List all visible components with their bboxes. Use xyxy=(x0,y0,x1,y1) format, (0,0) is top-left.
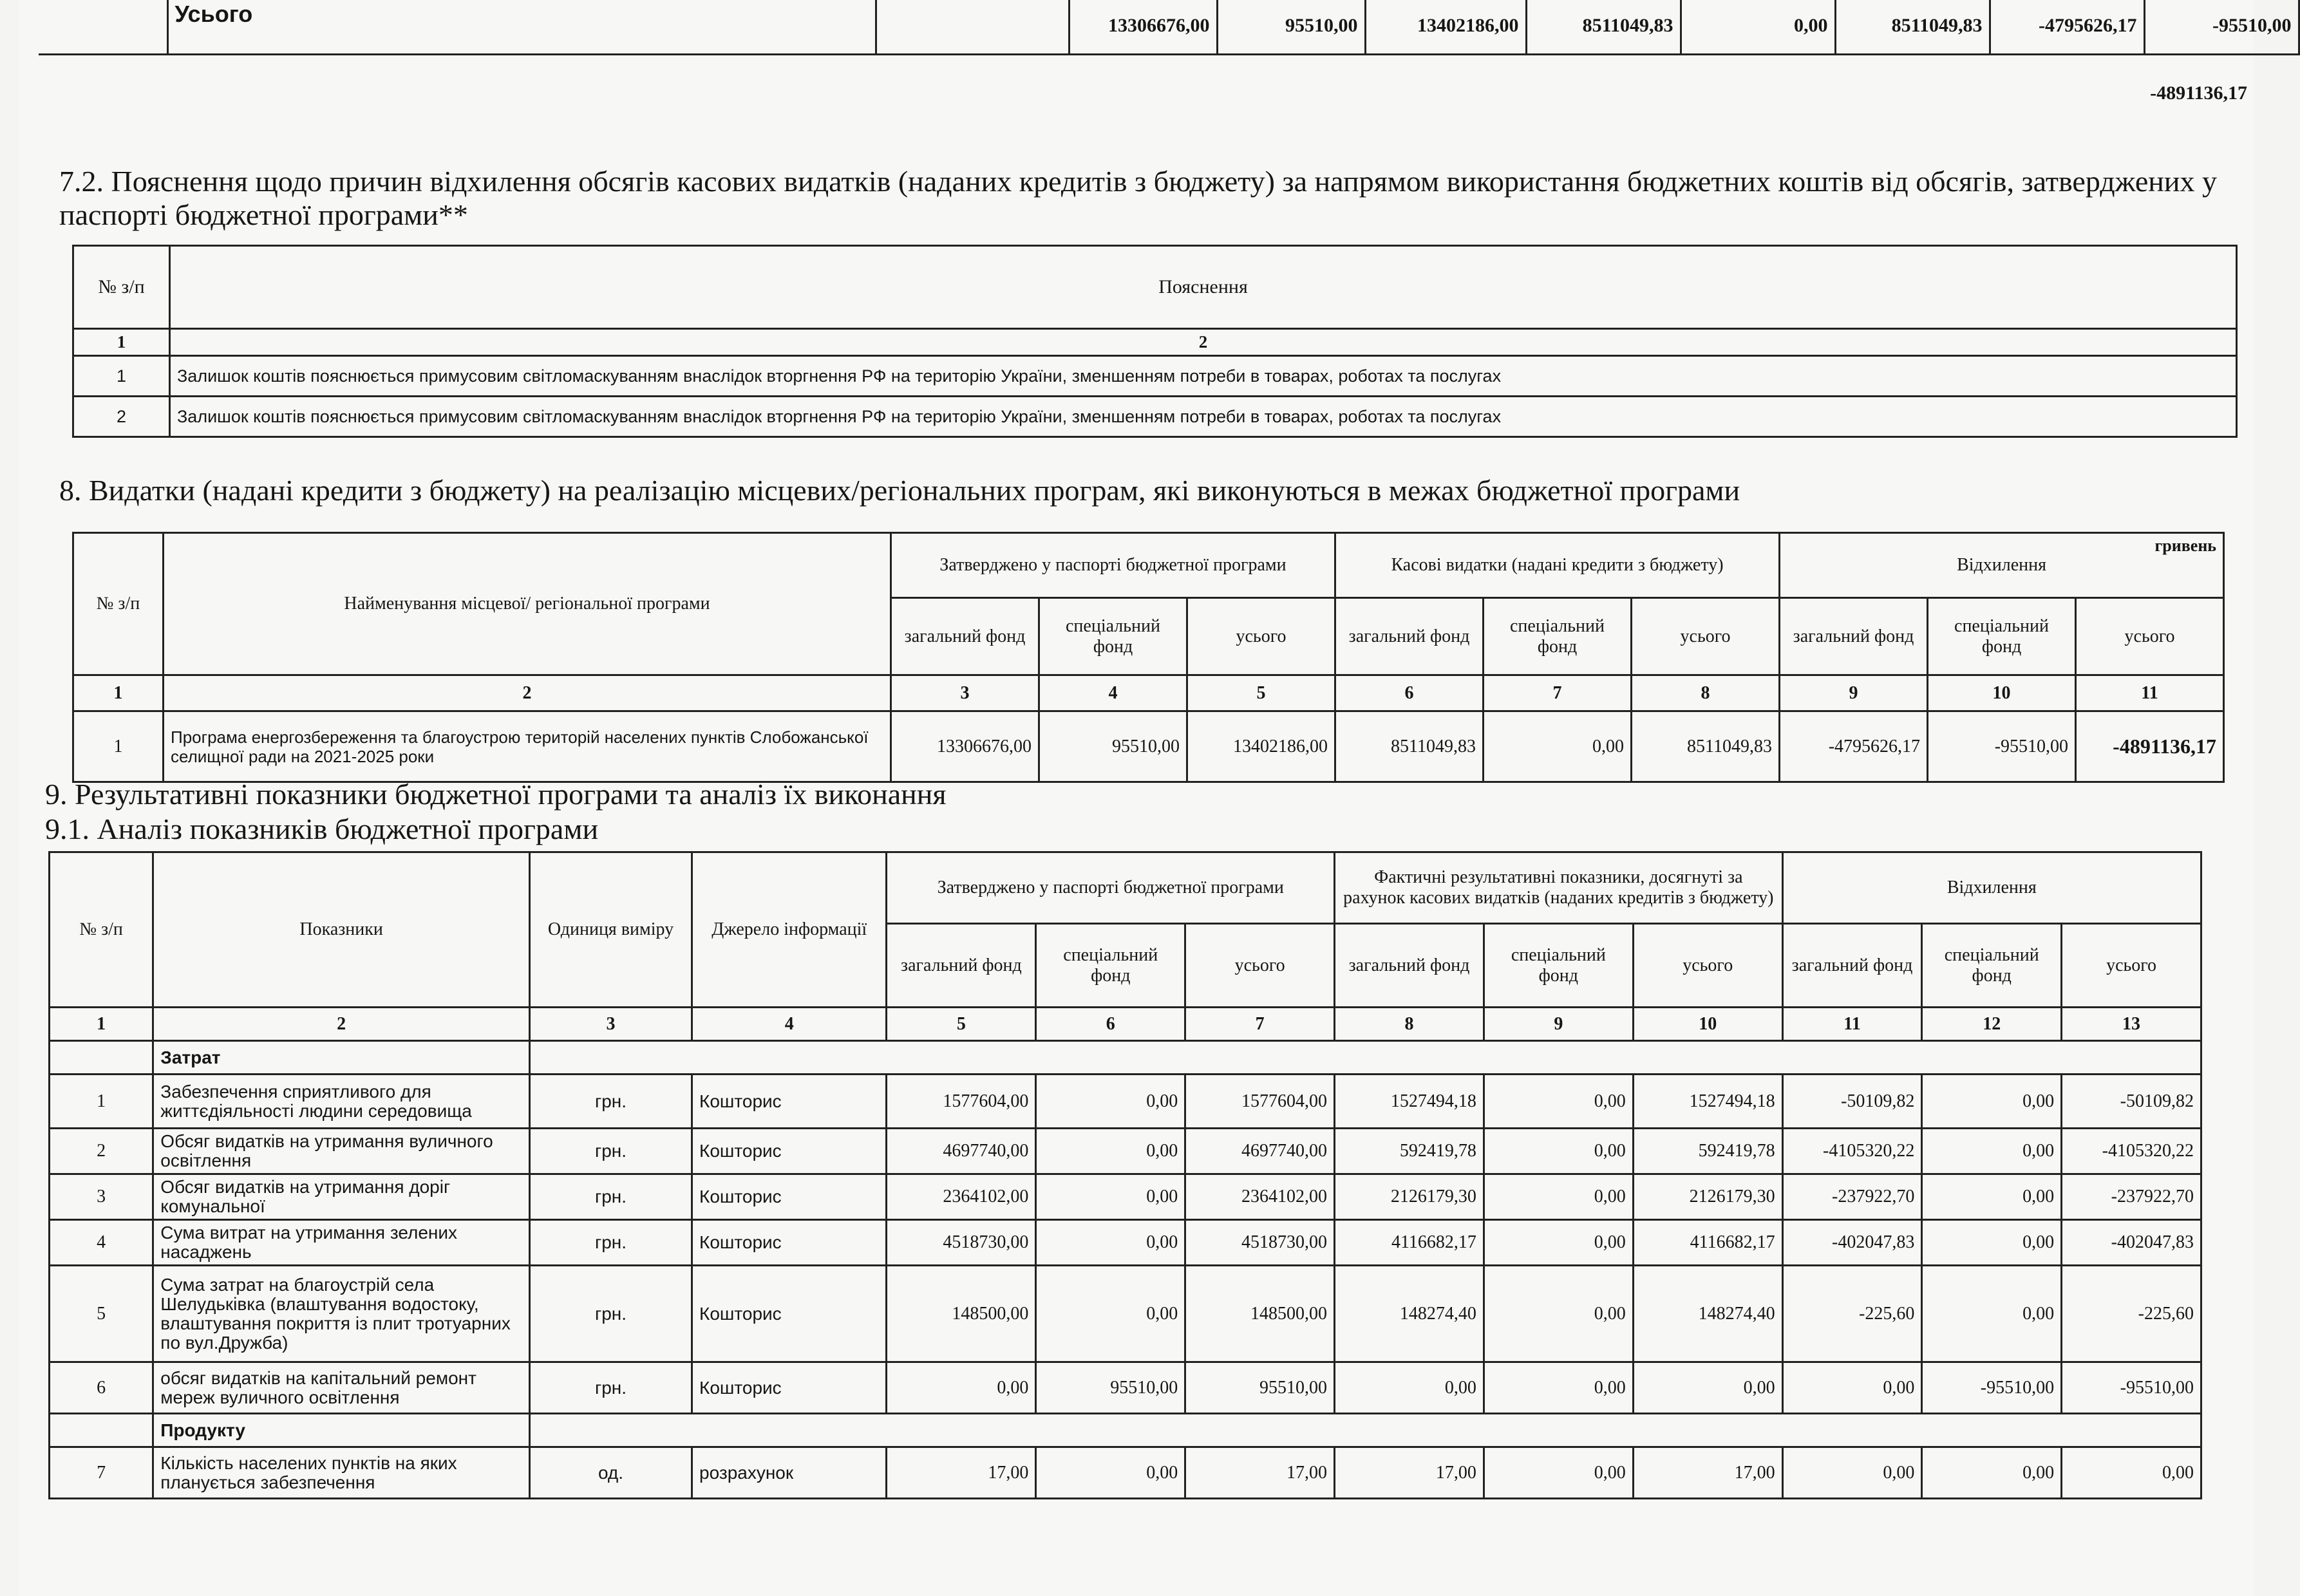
sub-header: усього xyxy=(2076,598,2224,675)
indicator-name: Сума затрат на благоустрій села Шелудьківка (влаштування водостоку, влаштування покриття із плит тротуарних по вул.Дружба) xyxy=(153,1266,530,1362)
row-number: 1 xyxy=(73,356,170,397)
value-cell: 0,00 xyxy=(1922,1129,2062,1174)
value-cell: -95510,00 xyxy=(1928,711,2076,782)
value-cell: 4116682,17 xyxy=(1633,1220,1782,1266)
indicator-row xyxy=(50,1447,2201,1499)
value-cell: -402047,83 xyxy=(1782,1220,1922,1266)
value-cell: 95510,00 xyxy=(1185,1362,1335,1414)
value-cell: 4518730,00 xyxy=(887,1220,1036,1266)
value-cell: 8511049,83 xyxy=(1632,711,1780,782)
value-cell: 0,00 xyxy=(1633,1362,1782,1414)
value-cell: 2126179,30 xyxy=(1335,1174,1484,1220)
col-header-explanation: Пояснення xyxy=(170,246,2237,329)
value-cell: 0,00 xyxy=(1922,1075,2062,1129)
value-cell: 0,00 xyxy=(1036,1075,1185,1129)
sub-header: усього xyxy=(1632,598,1780,675)
group-header-cash: Касові видатки (надані кредити з бюджету) xyxy=(1335,533,1780,598)
value-cell: 1527494,18 xyxy=(1633,1075,1782,1129)
row-number: 1 xyxy=(50,1075,153,1129)
sub-header: спеціальний фонд xyxy=(1036,924,1185,1008)
value-cell: -4105320,22 xyxy=(1782,1129,1922,1174)
empty-cell xyxy=(530,1414,2201,1447)
value-cell: 4116682,17 xyxy=(1335,1220,1484,1266)
value-cell: 0,00 xyxy=(1036,1266,1185,1362)
sub-header: усього xyxy=(1185,924,1335,1008)
source-cell: Кошторис xyxy=(692,1174,887,1220)
col-number: 1 xyxy=(73,675,164,711)
sub-header: загальний фонд xyxy=(891,598,1039,675)
col-number: 3 xyxy=(530,1008,692,1041)
section-7-2-heading: 7.2. Пояснення щодо причин відхилення обсягів касових видатків (наданих кредитів з бюджету) за напрямом використання бюджетних коштів від обсягів, затверджених у паспорті бюджетної програми** xyxy=(59,165,2217,231)
sub-header: спеціальний фонд xyxy=(1484,924,1633,1008)
value-cell: 0,00 xyxy=(1036,1129,1185,1174)
value-cell: -225,60 xyxy=(2062,1266,2201,1362)
unit-cell: грн. xyxy=(530,1362,692,1414)
col-number: 11 xyxy=(2076,675,2224,711)
total-value: 8511049,83 xyxy=(1835,0,1990,55)
value-cell: 592419,78 xyxy=(1633,1129,1782,1174)
value-cell: 0,00 xyxy=(1922,1220,2062,1266)
unit-cell: грн. xyxy=(530,1220,692,1266)
value-cell: 17,00 xyxy=(1335,1447,1484,1499)
col-number: 1 xyxy=(73,329,170,356)
total-value: 95510,00 xyxy=(1217,0,1365,55)
explanations-table xyxy=(72,245,2238,438)
value-cell: 0,00 xyxy=(1782,1447,1922,1499)
col-header-no: № з/п xyxy=(73,533,164,675)
value-cell: 0,00 xyxy=(1484,711,1632,782)
col-header-unit: Одиниця виміру xyxy=(530,852,692,1008)
col-number: 5 xyxy=(887,1008,1036,1041)
value-cell: 0,00 xyxy=(1036,1447,1185,1499)
source-cell: розрахунок xyxy=(692,1447,887,1499)
col-header-indicators: Показники xyxy=(153,852,530,1008)
value-cell: 0,00 xyxy=(887,1362,1036,1414)
value-cell: 1577604,00 xyxy=(887,1075,1036,1129)
value-cell: 13402186,00 xyxy=(1187,711,1335,782)
empty-cell xyxy=(50,1414,153,1447)
value-cell: -225,60 xyxy=(1782,1266,1922,1362)
empty-cell xyxy=(876,0,1069,55)
col-number: 11 xyxy=(1782,1008,1922,1041)
row-number: 5 xyxy=(50,1266,153,1362)
sub-header: спеціальний фонд xyxy=(1484,598,1632,675)
value-cell: 0,00 xyxy=(1922,1266,2062,1362)
unit-cell: грн. xyxy=(530,1075,692,1129)
value-cell: -4891136,17 xyxy=(2076,711,2224,782)
col-header-program-name: Найменування місцевої/ регіональної програми xyxy=(164,533,891,675)
value-cell: 0,00 xyxy=(1922,1174,2062,1220)
value-cell: 0,00 xyxy=(1484,1075,1633,1129)
row-number: 2 xyxy=(50,1129,153,1174)
col-number: 2 xyxy=(153,1008,530,1041)
value-cell: 2126179,30 xyxy=(1633,1174,1782,1220)
col-number: 2 xyxy=(170,329,2237,356)
sub-header: загальний фонд xyxy=(1780,598,1928,675)
col-number: 4 xyxy=(1039,675,1187,711)
col-number: 13 xyxy=(2062,1008,2201,1041)
value-cell: 1527494,18 xyxy=(1335,1075,1484,1129)
unit-cell: грн. xyxy=(530,1174,692,1220)
explanation-text: Залишок коштів пояснюється примусовим світломаскуванням внаслідок вторгнення РФ на територію України, зменшенням потреби в товарах, роботах та послугах xyxy=(170,397,2237,437)
total-value: -4795626,17 xyxy=(1990,0,2144,55)
total-label: Усього xyxy=(167,0,876,55)
group-header-actual: Фактичні результативні показники, досягнуті за рахунок касових видатків (наданих кредитів з бюджету) xyxy=(1335,852,1783,924)
value-cell: 13306676,00 xyxy=(891,711,1039,782)
indicator-row xyxy=(50,1362,2201,1414)
col-number: 8 xyxy=(1632,675,1780,711)
col-number: 8 xyxy=(1335,1008,1484,1041)
col-number: 5 xyxy=(1187,675,1335,711)
value-cell: 0,00 xyxy=(1922,1447,2062,1499)
indicator-name: Сума витрат на утримання зелених насаджень xyxy=(153,1220,530,1266)
total-value: 0,00 xyxy=(1681,0,1835,55)
indicator-name: Обсяг видатків на утримання доріг комунальної xyxy=(153,1174,530,1220)
col-number: 6 xyxy=(1335,675,1484,711)
group-header-approved: Затверджено у паспорті бюджетної програми xyxy=(891,533,1335,598)
value-cell: 17,00 xyxy=(887,1447,1036,1499)
value-cell: -50109,82 xyxy=(2062,1075,2201,1129)
col-number: 12 xyxy=(1922,1008,2062,1041)
value-cell: 95510,00 xyxy=(1036,1362,1185,1414)
value-cell: 0,00 xyxy=(2062,1447,2201,1499)
currency-label: гривень xyxy=(2154,536,2217,555)
group-row xyxy=(50,1414,2201,1447)
indicator-row xyxy=(50,1129,2201,1174)
value-cell: 2364102,00 xyxy=(1185,1174,1335,1220)
source-cell: Кошторис xyxy=(692,1362,887,1414)
source-cell: Кошторис xyxy=(692,1220,887,1266)
indicator-row xyxy=(50,1075,2201,1129)
source-cell: Кошторис xyxy=(692,1075,887,1129)
empty-cell xyxy=(50,1041,153,1075)
sub-header: усього xyxy=(1187,598,1335,675)
col-header-source: Джерело інформації xyxy=(692,852,887,1008)
col-number: 6 xyxy=(1036,1008,1185,1041)
row-number: 7 xyxy=(50,1447,153,1499)
row-number: 2 xyxy=(73,397,170,437)
empty-cell xyxy=(530,1041,2201,1075)
value-cell: 0,00 xyxy=(1036,1174,1185,1220)
value-cell: 592419,78 xyxy=(1335,1129,1484,1174)
local-programs-table xyxy=(72,532,2225,783)
indicator-row xyxy=(50,1174,2201,1220)
value-cell: -50109,82 xyxy=(1782,1075,1922,1129)
total-value: 13306676,00 xyxy=(1069,0,1217,55)
sub-header: загальний фонд xyxy=(1782,924,1922,1008)
value-cell: 148274,40 xyxy=(1633,1266,1782,1362)
value-cell: 1577604,00 xyxy=(1185,1075,1335,1129)
indicator-name: обсяг видатків на капітальний ремонт мереж вуличного освітлення xyxy=(153,1362,530,1414)
value-cell: -95510,00 xyxy=(1922,1362,2062,1414)
sub-header: спеціальний фонд xyxy=(1928,598,2076,675)
section-9-heading: 9. Результативні показники бюджетної програми та аналіз їх виконання xyxy=(45,778,947,811)
value-cell: -237922,70 xyxy=(2062,1174,2201,1220)
document-page xyxy=(19,0,2292,1596)
value-cell: 148274,40 xyxy=(1335,1266,1484,1362)
value-cell: -237922,70 xyxy=(1782,1174,1922,1220)
col-number: 4 xyxy=(692,1008,887,1041)
previous-table-total-row xyxy=(39,0,2300,55)
empty-cell xyxy=(39,0,167,55)
value-cell: 0,00 xyxy=(1036,1220,1185,1266)
value-cell: 95510,00 xyxy=(1039,711,1187,782)
unit-cell: грн. xyxy=(530,1266,692,1362)
col-number: 10 xyxy=(1928,675,2076,711)
indicators-table xyxy=(48,851,2202,1499)
value-cell: 4518730,00 xyxy=(1185,1220,1335,1266)
explanation-text: Залишок коштів пояснюється примусовим світломаскуванням внаслідок вторгнення РФ на територію України, зменшенням потреби в товарах, роботах та послугах xyxy=(170,356,2237,397)
sub-header: загальний фонд xyxy=(1335,598,1484,675)
col-header-no: № з/п xyxy=(73,246,170,329)
col-number: 3 xyxy=(891,675,1039,711)
value-cell: 4697740,00 xyxy=(1185,1129,1335,1174)
sub-header: загальний фонд xyxy=(1335,924,1484,1008)
sub-header: спеціальний фонд xyxy=(1039,598,1187,675)
value-cell: -402047,83 xyxy=(2062,1220,2201,1266)
value-cell: 17,00 xyxy=(1185,1447,1335,1499)
total-value: 13402186,00 xyxy=(1365,0,1526,55)
program-name: Програма енергозбереження та благоустрою територій населених пунктів Слобожанської селищної ради на 2021-2025 роки xyxy=(164,711,891,782)
value-cell: 17,00 xyxy=(1633,1447,1782,1499)
source-cell: Кошторис xyxy=(692,1266,887,1362)
value-cell: 0,00 xyxy=(1484,1362,1633,1414)
group-header-deviation xyxy=(1780,533,2224,598)
col-number: 7 xyxy=(1185,1008,1335,1041)
value-cell: -95510,00 xyxy=(2062,1362,2201,1414)
row-number: 4 xyxy=(50,1220,153,1266)
value-cell: -4105320,22 xyxy=(2062,1129,2201,1174)
row-number: 1 xyxy=(73,711,164,782)
col-number: 7 xyxy=(1484,675,1632,711)
unit-cell: грн. xyxy=(530,1129,692,1174)
value-cell: 0,00 xyxy=(1484,1220,1633,1266)
group-label-product: Продукту xyxy=(153,1414,530,1447)
indicator-name: Обсяг видатків на утримання вуличного освітлення xyxy=(153,1129,530,1174)
col-number: 2 xyxy=(164,675,891,711)
value-cell: 148500,00 xyxy=(1185,1266,1335,1362)
value-cell: 0,00 xyxy=(1484,1174,1633,1220)
total-value: -95510,00 xyxy=(2144,0,2299,55)
group-header-approved: Затверджено у паспорті бюджетної програми xyxy=(887,852,1335,924)
value-cell: 0,00 xyxy=(1484,1447,1633,1499)
unit-cell: од. xyxy=(530,1447,692,1499)
source-cell: Кошторис xyxy=(692,1129,887,1174)
value-cell: 0,00 xyxy=(1782,1362,1922,1414)
value-cell: 2364102,00 xyxy=(887,1174,1036,1220)
sub-header: усього xyxy=(2062,924,2201,1008)
section-9-1-heading: 9.1. Аналіз показників бюджетної програми xyxy=(45,812,599,845)
group-label-zatrat: Затрат xyxy=(153,1041,530,1075)
indicator-name: Забезпечення сприятливого для життєдіяльності людини середовища xyxy=(153,1075,530,1129)
sub-header: спеціальний фонд xyxy=(1922,924,2062,1008)
indicator-row xyxy=(50,1220,2201,1266)
row-number: 6 xyxy=(50,1362,153,1414)
col-number: 1 xyxy=(50,1008,153,1041)
value-cell: 0,00 xyxy=(1484,1266,1633,1362)
value-cell: 0,00 xyxy=(1335,1362,1484,1414)
value-cell: 4697740,00 xyxy=(887,1129,1036,1174)
section-8-heading: 8. Видатки (надані кредити з бюджету) на реалізацію місцевих/регіональних програм, які виконуються в межах бюджетної програми xyxy=(59,474,1740,507)
indicator-name: Кількість населених пунктів на яких планується забезпечення xyxy=(153,1447,530,1499)
sub-header: загальний фонд xyxy=(887,924,1036,1008)
row-number: 3 xyxy=(50,1174,153,1220)
group-header-deviation: Відхилення xyxy=(1782,852,2201,924)
value-cell: 0,00 xyxy=(1484,1129,1633,1174)
deviation-label: Відхилення xyxy=(1957,555,2046,575)
col-number: 9 xyxy=(1484,1008,1633,1041)
value-cell: 148500,00 xyxy=(887,1266,1036,1362)
col-number: 10 xyxy=(1633,1008,1782,1041)
sub-header: усього xyxy=(1633,924,1782,1008)
indicator-row xyxy=(50,1266,2201,1362)
value-cell: 8511049,83 xyxy=(1335,711,1484,782)
col-header-no: № з/п xyxy=(50,852,153,1008)
value-cell: -4795626,17 xyxy=(1780,711,1928,782)
col-number: 9 xyxy=(1780,675,1928,711)
total-value: 8511049,83 xyxy=(1526,0,1681,55)
total-value-last: -4891136,17 xyxy=(2150,82,2247,104)
